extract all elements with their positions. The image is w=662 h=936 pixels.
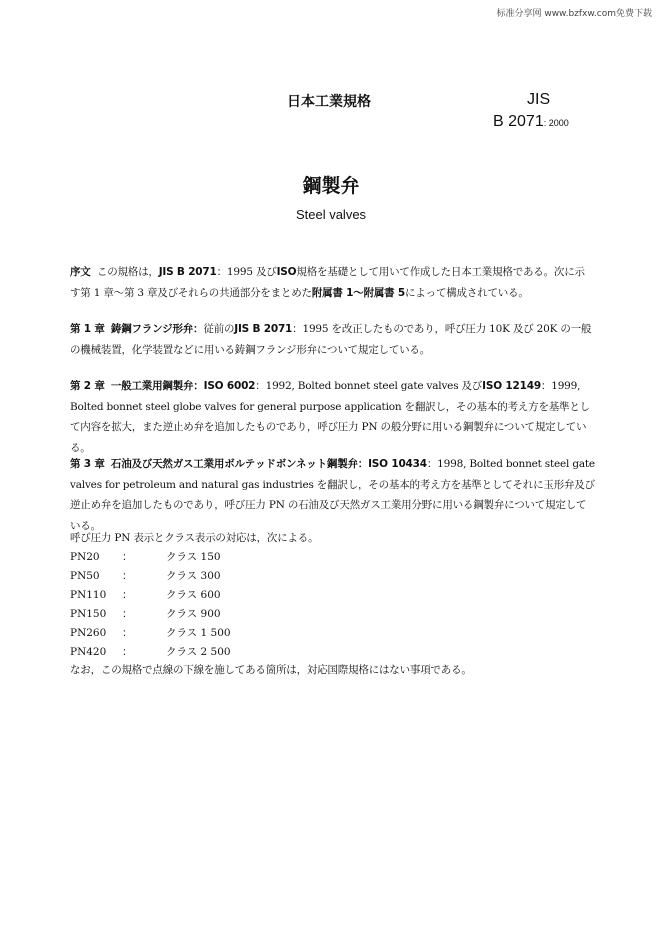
class-value: クラス 150 (166, 551, 221, 563)
class-value: クラス 300 (166, 570, 221, 582)
foreword-label: 序文 (70, 266, 91, 278)
separator: ： (122, 589, 133, 601)
ref-iso: ISO 6002 (203, 380, 256, 392)
watermark: 标准分享网 www.bzfxw.com免费下载 (496, 9, 652, 19)
standard-number (493, 113, 569, 131)
chapter-1-label: 第 1 章 (70, 323, 105, 335)
chapter-2-label: 第 2 章 (70, 380, 105, 392)
class-value: クラス 1 500 (166, 627, 231, 639)
chapter-2-paragraph (70, 376, 595, 458)
text: 規格を基礎として用いて作成した日本工業規格である。次に示す第 1 章〜第 3 章及びそれらの共通部分をまとめた (70, 266, 585, 299)
separator: ： (122, 627, 133, 639)
text: この規格は， (96, 266, 159, 278)
foreword-paragraph (70, 262, 595, 303)
ref-jis: JIS B 2071 (234, 323, 293, 335)
ref-annex: 附属書 1〜附属書 5 (311, 286, 406, 299)
note-paragraph: なお，この規格で点線の下線を施してある箇所は，対応国際規格にはない事項である。 (70, 664, 472, 676)
jis-label: JIS (527, 91, 551, 108)
class-row (70, 567, 470, 586)
text: ：1992, Bolted bonnet steel gate valves 及び (255, 380, 483, 392)
class-value: クラス 2 500 (166, 646, 231, 658)
chapter-1-paragraph (70, 319, 595, 360)
standard-name: 日本工業規格 (287, 94, 371, 110)
text: ：1995 を改正したものであり，呼び圧力 10K 及び 20K の一般の機械装置，化学装置などに用いる鋳鋼フランジ形弁について規定している。 (70, 323, 592, 356)
title-japanese: 鋼製弁 (302, 175, 360, 197)
ref-jis: JIS B 2071 (158, 266, 217, 278)
class-value: クラス 600 (166, 589, 221, 601)
ref-iso: ISO 10434 (368, 458, 427, 470)
separator: ： (122, 570, 133, 582)
text: ：1995 及び (216, 266, 277, 278)
text: によって構成されている。 (405, 286, 529, 299)
pn-value: PN20 (70, 551, 100, 563)
chapter-3-title: 石油及び天然ガス工業用ボルテッドボンネット鋼製弁： (110, 458, 369, 470)
standard-year: : 2000 (543, 118, 569, 128)
ref-iso: ISO 12149 (482, 380, 541, 392)
class-value: クラス 900 (166, 608, 221, 620)
separator: ： (122, 608, 133, 620)
ref-iso: ISO (276, 266, 297, 278)
text: 従前の (203, 323, 235, 335)
title-english: Steel valves (295, 207, 367, 222)
correspondence-intro: 呼び圧力 PN 表示とクラス表示の対応は，次による。 (70, 532, 319, 544)
chapter-3-label: 第 3 章 (70, 458, 105, 470)
class-row (70, 605, 470, 624)
pn-value: PN50 (70, 570, 100, 582)
class-row (70, 586, 470, 605)
standard-number-value: B 2071 (493, 113, 544, 130)
chapter-1-title: 鋳鋼フランジ形弁： (110, 323, 204, 335)
pn-value: PN260 (70, 627, 107, 639)
text: ：1998, Bolted bonnet steel gate valves for petroleum and natural gas industries を翻訳し，その基本的考え方を基準としてそれに玉形弁及び逆止め弁を追加したものであり，呼び圧力 PN の石油及び天然ガス工業用分野に用いる鋼製弁について規定している。 (70, 458, 595, 532)
pn-value: PN420 (70, 646, 107, 658)
class-row (70, 548, 470, 567)
pn-value: PN150 (70, 608, 107, 620)
separator: ： (122, 646, 133, 658)
separator: ： (122, 551, 133, 563)
chapter-2-title: 一般工業用鋼製弁： (110, 380, 204, 392)
chapter-3-paragraph (70, 454, 595, 536)
pn-value: PN110 (70, 589, 107, 601)
text: ：1999, Bolted bonnet steel globe valves for general purpose application を翻訳し，その基本的考え方を基準として内容を拡大，また逆止め弁を追加したものであり，呼び圧力 PN の般分野に用いる鋼製弁について規定している。 (70, 380, 590, 454)
class-row (70, 624, 470, 643)
